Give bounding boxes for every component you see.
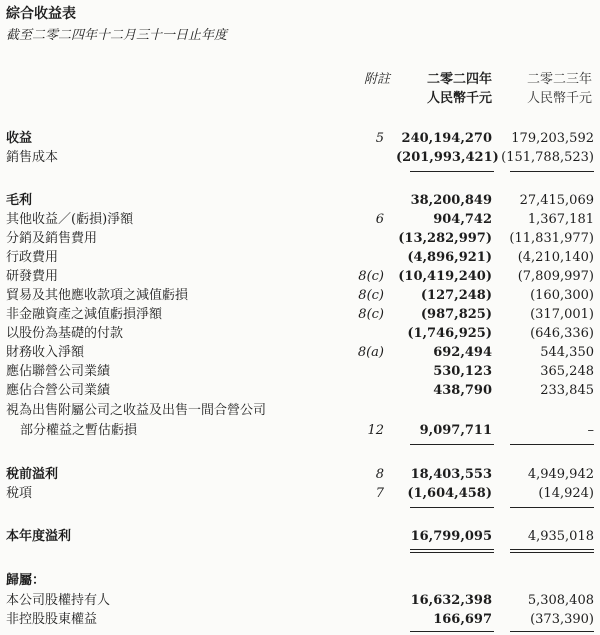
statement-title: 綜合收益表 [6, 6, 76, 22]
row-value-2024: 240,194,270 [401, 131, 492, 146]
row-value-2023: (317,001) [530, 307, 594, 322]
subtotal-rule [410, 444, 494, 445]
row-value-2023: 4,949,942 [527, 467, 594, 482]
row-value-2024: (201,993,421) [396, 150, 499, 165]
row-value-2024: 9,097,711 [419, 423, 492, 438]
row-value-2024: 692,494 [433, 345, 492, 360]
row-value-2024: 166,697 [433, 612, 492, 627]
row-value-2023: 4,935,018 [527, 529, 594, 544]
row-value-2023: (646,336) [530, 326, 594, 341]
row-value-2023: 27,415,069 [519, 193, 594, 208]
table-row [0, 148, 600, 168]
row-label: 稅前溢利 [6, 467, 59, 482]
table-row [0, 286, 600, 306]
row-label: 部分權益之暫估虧損 [20, 423, 138, 438]
table-row [0, 129, 600, 149]
row-value-2024: (1,746,925) [407, 326, 492, 341]
row-label: 歸屬： [6, 573, 46, 588]
row-value-2023: (160,300) [530, 288, 594, 303]
row-note: 8(c) [358, 288, 384, 303]
column-header-2024-unit: 人民幣千元 [426, 91, 492, 106]
row-label: 本年度溢利 [6, 529, 72, 544]
row-value-2024: (10,419,240) [398, 269, 492, 284]
row-value-2023: (373,390) [530, 612, 594, 627]
column-header-2024-year: 二零二四年 [426, 72, 492, 87]
subtotal-rule [410, 507, 494, 508]
table-row [0, 527, 600, 547]
row-label: 收益 [6, 131, 33, 146]
row-value-2023: (11,831,977) [509, 231, 594, 246]
subtotal-rule [510, 507, 594, 508]
table-row [0, 591, 600, 611]
row-value-2024: (127,248) [420, 288, 492, 303]
row-note: 8(c) [358, 307, 384, 322]
row-label: 以股份為基礎的付款 [6, 326, 124, 341]
table-row [0, 465, 600, 485]
row-label: 非金融資產之減值虧損淨額 [6, 307, 163, 322]
subtotal-rule [410, 631, 494, 632]
table-row [0, 362, 600, 382]
row-value-2023: 179,203,592 [511, 131, 594, 146]
row-value-2024: 904,742 [433, 212, 492, 227]
table-row [0, 421, 600, 441]
row-value-2024: 438,790 [433, 383, 492, 398]
row-value-2023: (14,924) [538, 486, 594, 501]
row-note: 12 [367, 423, 384, 438]
row-value-2024: (4,896,921) [407, 250, 492, 265]
row-value-2023: 1,367,181 [527, 212, 594, 227]
column-header-2023-unit: 人民幣千元 [526, 91, 592, 106]
note-column-header [340, 70, 390, 89]
total-double-rule [510, 552, 594, 553]
table-row [0, 401, 600, 421]
row-value-2024: 18,403,553 [410, 467, 492, 482]
statement-subtitle: 截至二零二四年十二月三十一日止年度 [6, 28, 228, 43]
row-label: 視為出售附屬公司之收益及出售一間合營公司 [6, 403, 267, 418]
row-value-2023: 365,248 [540, 364, 594, 379]
table-row [0, 248, 600, 268]
table-row [0, 191, 600, 211]
row-value-2024: 16,632,398 [410, 593, 492, 608]
column-header-2023 [500, 70, 592, 108]
row-label: 分銷及銷售費用 [6, 231, 98, 246]
table-row [0, 305, 600, 325]
table-row [0, 210, 600, 230]
row-value-2023: 544,350 [540, 345, 594, 360]
row-value-2023: (4,210,140) [517, 250, 594, 265]
table-row [0, 324, 600, 344]
row-label: 稅項 [6, 486, 33, 501]
row-note: 8 [375, 467, 384, 482]
row-value-2023: (151,788,523) [501, 150, 594, 165]
total-double-rule [410, 552, 494, 553]
row-value-2023: 5,308,408 [527, 593, 594, 608]
row-note: 7 [375, 486, 384, 501]
row-value-2024: 530,123 [433, 364, 492, 379]
row-value-2024: 38,200,849 [410, 193, 492, 208]
row-value-2024: 16,799,095 [410, 529, 492, 544]
row-label: 銷售成本 [6, 150, 59, 165]
total-double-rule [510, 549, 594, 550]
row-note: 5 [375, 131, 384, 146]
row-label: 非控股股東權益 [6, 612, 98, 627]
row-label: 應佔聯營公司業績 [6, 364, 111, 379]
row-note: 6 [375, 212, 384, 227]
row-note: 8(a) [357, 345, 384, 360]
row-label: 研發費用 [6, 269, 59, 284]
row-label: 行政費用 [6, 250, 59, 265]
row-note: 8(c) [358, 269, 384, 284]
row-value-2023: (7,809,997) [517, 269, 594, 284]
table-row [0, 343, 600, 363]
row-value-2023: 233,845 [540, 383, 594, 398]
row-label: 財務收入淨額 [6, 345, 85, 360]
subtotal-rule [510, 631, 594, 632]
total-double-rule [410, 549, 494, 550]
column-header-2024 [400, 70, 492, 108]
row-value-2023: – [587, 423, 594, 438]
row-value-2024: (13,282,997) [398, 231, 492, 246]
table-row [0, 484, 600, 504]
note-header-label: 附註 [363, 72, 390, 87]
subtotal-rule [410, 171, 494, 172]
row-label: 貿易及其他應收款項之減值虧損 [6, 288, 189, 303]
table-row [0, 381, 600, 401]
table-row [0, 610, 600, 630]
subtotal-rule [510, 444, 594, 445]
table-row [0, 229, 600, 249]
row-label: 本公司股權持有人 [6, 593, 111, 608]
row-label: 毛利 [6, 193, 33, 208]
column-header-2023-year: 二零二三年 [526, 72, 592, 87]
row-value-2024: (1,604,458) [407, 486, 492, 501]
subtotal-rule [510, 171, 594, 172]
table-row [0, 571, 600, 591]
table-row [0, 267, 600, 287]
row-label: 應佔合營公司業績 [6, 383, 111, 398]
row-value-2024: (987,825) [420, 307, 492, 322]
row-label: 其他收益／(虧損)淨額 [6, 212, 134, 227]
